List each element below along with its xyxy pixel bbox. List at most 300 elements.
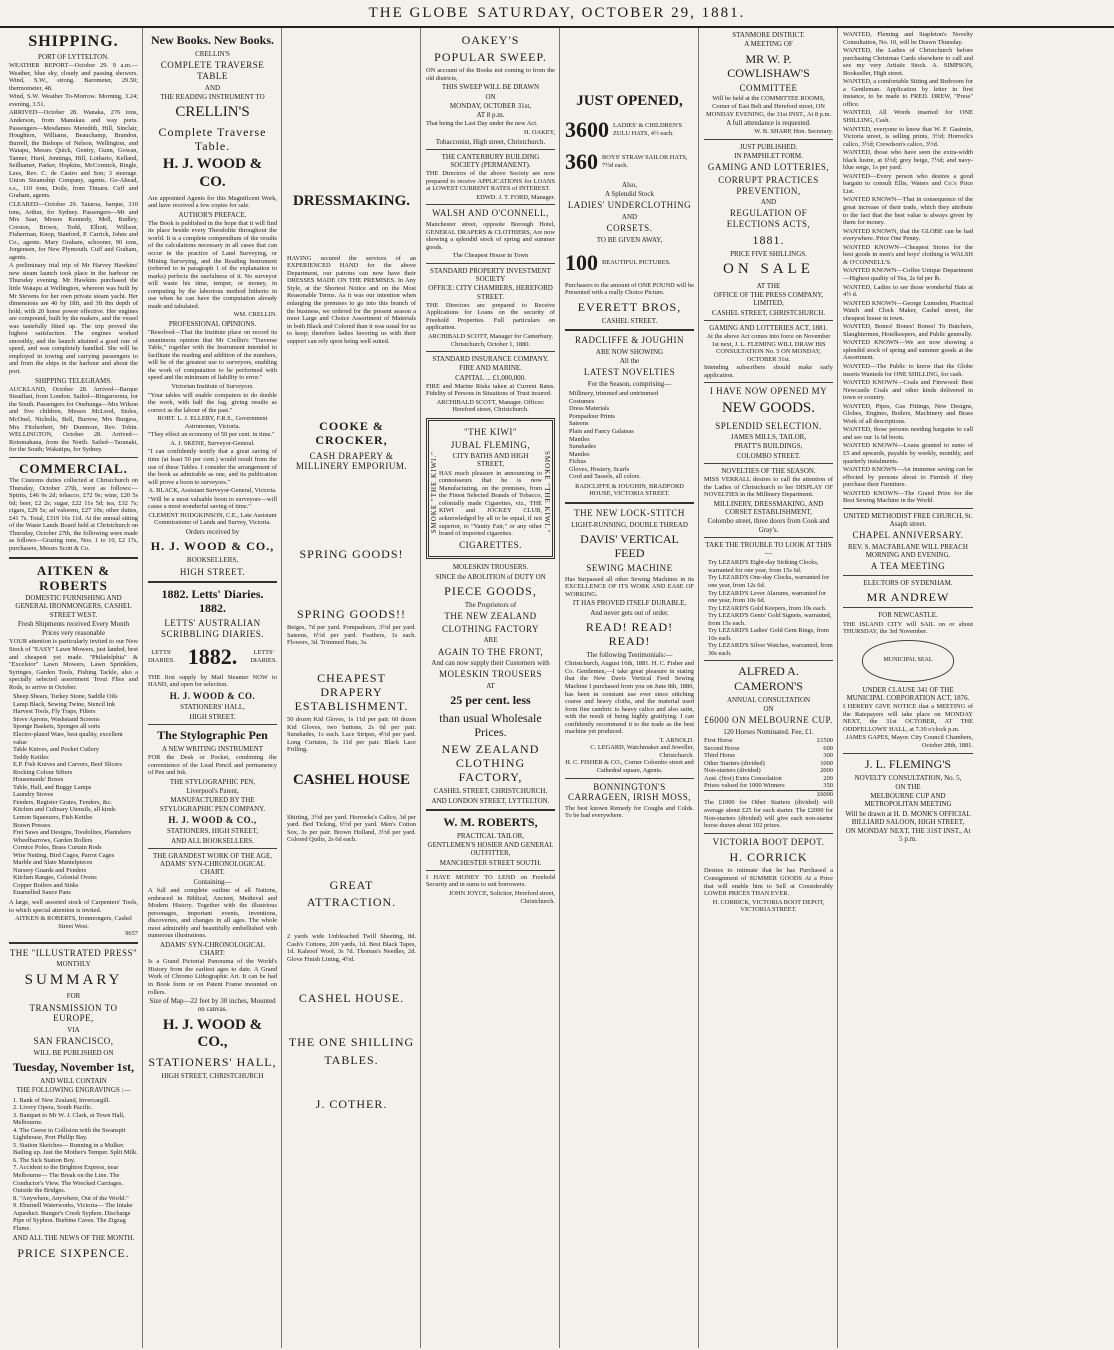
stanmore: STANMORE DISTRICT.	[732, 31, 805, 39]
weather-tomorrow: Wind, S.W. Weather To-Morrow. Morning, 3.24; evening, 3.51.	[9, 93, 138, 108]
held: Will be held at the COMMITTEE ROOMS, Corner of East Belt and Hereford street, ON MONDAY EVENING, the 31st INST., At 8 p.m.	[705, 95, 832, 118]
newspaper-page	[0, 28, 1114, 1348]
list-item: Sunshades	[569, 443, 596, 451]
canterbury-society: THE CANTERBURY BUILDING SOCIETY (PERMANENT).	[441, 152, 540, 169]
one-shilling: THE ONE SHILLING	[288, 1035, 415, 1050]
grandest: THE GRANDEST WORK OF THE AGE, ADAMS' SYN-CHRONOLOGICAL CHART.	[152, 851, 272, 877]
list-item: Millinery, trimmed and untrimmed	[569, 390, 659, 398]
list-item: Laundry Stoves	[13, 791, 54, 799]
corsets: CORSETS.	[606, 222, 653, 233]
list-item: 9. Eburnell Waterworks, Victoria— The Intake Aqueduct. Bunger's Creek Syphon. Discharge Pipe of Syphon. Burbine Caves. The Zigzag Flume.	[13, 1202, 133, 1232]
wanted-ad: WANTED KNOWN—That in consequence of the great increase of their trade, which they attribute to the fact that the best value is always given by them for money.	[843, 196, 973, 227]
size: Size of Map—22 feet by 30 inches, Mounted on canvas.	[149, 997, 276, 1014]
money-text: I HAVE MONEY TO LEND on Freehold Security and in sums to suit borrowers.	[426, 873, 555, 889]
list-item: Try LEZARD'S Lever Alarums, warranted for one year, from 10s 6d.	[708, 589, 827, 605]
wanted-ad: WANTED KNOWN—Loans granted to sums of £5 and upwards, payable by weekly, monthly, and quarterly instalments.	[843, 442, 973, 465]
clothing-factory: CLOTHING FACTORY	[442, 623, 539, 634]
all-the: All the	[619, 357, 640, 366]
opinion-5-sig: CLEMENT HODGKINSON, C.E., Late Assistant Commissioner of Lands and Survey, Victoria.	[148, 511, 277, 527]
list-item: Kitchen Ranges, Colonial Ovens	[13, 874, 97, 882]
h-oakey: H. OAKEY,	[524, 128, 555, 136]
colombo: COLOMBO STREET.	[736, 451, 801, 460]
list-item: Sponge Baskets, Sponges all sorts	[13, 723, 101, 731]
oakey: OAKEY'S	[461, 33, 520, 47]
annual: ANNUAL CONSULTATION	[726, 695, 811, 704]
at-2: AT	[486, 682, 495, 691]
horses: 120 Horses Nominated. Fee, £1.	[723, 727, 814, 736]
list-item: Table Knives, and Pocket Cutlery	[13, 746, 99, 754]
ladies-underclothing: LADIES' UNDERCLOTHING	[567, 200, 692, 211]
spring-prices: Beiges, 7d per yard. Pompadours, 3½d per yard. Sateens, 6½d per yard. Feathers, 1s each. Flowers, 3d. Trimmed Hats, 3s.	[287, 624, 416, 647]
millar: JAMES MILLS, TAILOR,	[730, 433, 807, 442]
booksellers: BOOKSELLERS,	[186, 556, 239, 565]
aitken-heading: AITKEN & ROBERTS	[36, 562, 111, 593]
davis: DAVIS' VERTICAL FEED	[580, 531, 679, 560]
corrick-sign: H. CORRICK, VICTORIA BOOT DEPOT, VICTORIA STREET.	[712, 898, 825, 914]
on-the: ON THE	[895, 782, 921, 791]
crellins: CRELLIN'S	[195, 50, 230, 59]
n1: 3600	[565, 116, 609, 142]
chart-desc: A full and complete outline of all Nations, embraced in Biblical, Ancient, Medieval and Modern History. Together with the illustrious personages, important events, inventions, discoveries, and changes in all ages. The whole most admirably and beautifully embellished with numerous illustrations.	[148, 886, 277, 940]
millinery: MILLINERY, DRESSMAKING, AND CORSET ESTABLISHMENT,	[713, 499, 824, 517]
list-item: Fichus	[569, 458, 587, 466]
adams-desc: Is a Grand Pictorial Panorama of the World's History from the earliest ages to date. A Grand Work of Chromo Lithographic Art. It can be had in Book form or on Patent Frame mounted on rollers.	[148, 958, 277, 996]
letts-aus: LETTS' AUSTRALIAN SCRIBBLING DIARIES.	[160, 618, 264, 640]
sweep-on: ON	[485, 92, 496, 101]
table-row: First Horse £1500	[704, 737, 833, 745]
letts-left: LETTS' DIARIES.	[148, 649, 175, 664]
canterbury-text: THE Directors of the above Society are now prepared to receive APPLICATIONS for LOANS at LOWEST CURRENT RATES of INTEREST.	[426, 170, 555, 193]
shirting-prices: Shirting, 3½d per yard. Horrocks's Calico, 3d per yard. Bed Ticking, 6½d per yard. Men's Cotton Sox, 3s per pair. Brown Holland, 3½d per yard. Colored Quilts, 2s 6d each.	[287, 813, 416, 844]
list-item: Cord and Tassels, all colors.	[569, 473, 641, 481]
cashel-house: CASHEL HOUSE	[292, 771, 411, 788]
n3: 100	[565, 249, 598, 275]
wanted-ad: WANTED, Ladies to see those wonderful Hats at 4½ d.	[843, 283, 973, 299]
hosier: GENTLEMEN'S HOSIER AND GENERAL OUTFITTER,	[427, 841, 554, 858]
spring-goods-2: SPRING GOODS!!	[296, 606, 406, 621]
cameron: ALFRED A. CAMERON'S	[734, 664, 803, 693]
nz-clothing-factory: NEW ZEALAND CLOTHING FACTORY,	[441, 741, 540, 785]
andrew: MR ANDREW	[866, 590, 950, 605]
corrick-text: Desires to intimate that he has Purchased a Consignment of SUMMER GOODS At a Price that will enable him to Sell at Considerably LOWER PRICES THAN EVER.	[704, 867, 833, 898]
order: And never gets out of order.	[590, 608, 669, 617]
list-item: Sheep Shears, Turkey Stone, Saddle Oils	[13, 693, 118, 701]
tables: TABLES.	[324, 1052, 379, 1067]
aitken-num: 9657	[125, 930, 138, 938]
press-office: OFFICE OF THE PRESS COMPANY, LIMITED,	[713, 291, 824, 308]
just-opened: JUST OPENED,	[576, 93, 683, 109]
price: PRICE FIVE SHILLINGS.	[730, 249, 807, 258]
spring-goods-1: SPRING GOODS!	[299, 546, 404, 561]
on-sale: ON SALE	[723, 261, 814, 278]
seal-text: MUNICIPAL SEAL	[883, 657, 933, 664]
latest-novelties: LATEST NOVELTIES	[583, 367, 676, 378]
stylo-liver: Liverpool's Patent,	[186, 787, 239, 796]
table-row: Third Horse 300	[704, 752, 833, 760]
press-news: AND ALL THE NEWS OF THE MONTH.	[12, 1234, 135, 1243]
n3-text: BEAUTIFUL PICTURES.	[602, 259, 671, 267]
cleared-report: CLEARED—October 29. Taiaroa, barque, 310 tons, Arthur, for Sydney. Passengers—Mr and Mrs Saar, Messrs Kennedy, Mell, Rudley, Creston, Brown, Todd, Elliott, Willson, Fisherman, Knop, Stanford, P. Carrick, Johns and Co., agents. Mary Graham, schooner, 90 tons, Jorgensen, for New Plymouth. Cuff and Graham, agents.	[9, 200, 138, 261]
list-item: Electro-plated Ware, best quality, excellent value	[13, 730, 123, 746]
jubal-fleming: JUBAL FLEMING,	[450, 439, 531, 450]
trouble-list	[708, 559, 833, 657]
commercial-heading: COMMERCIAL.	[19, 460, 128, 476]
list-item: Sateens	[569, 420, 589, 428]
wanted-ad: WANTED, those persons needing bargains to call and see our 1s 6d boots.	[843, 426, 973, 441]
port-heading: PORT OF LYTTELTON.	[38, 52, 109, 61]
opinion-2-sig: ROBT. L. J. ELLERY, F.R.S., Government Astronomer, Victoria.	[157, 415, 268, 430]
stylo-desc: FOR the Desk or Pocket, combining the convenience of the Lead Pencil and permanency of Pen and Ink.	[148, 754, 277, 777]
list-item: Wheelbarrows, Garden Rollers	[13, 836, 93, 844]
united-methodist: UNITED METHODIST FREE CHURCH, St. Asaph street.	[843, 511, 973, 529]
preface-heading: AUTHOR'S PREFACE.	[178, 210, 247, 219]
again-front: AGAIN TO THE FRONT,	[437, 646, 544, 657]
ford-sign: EDWD. J. T. FORD, Manager.	[476, 193, 555, 201]
opinion-3-sig: A. J. SKENE, Surveyor-General.	[170, 439, 255, 447]
containing: Containing—	[193, 877, 232, 886]
wood-5: H. J. WOOD & CO.,	[162, 1016, 263, 1051]
wanted-ad: WANTED KNOWN—Cheapest Stores for the best goods in men's and boys' clothing is WALSH & O'CONNELL'S.	[843, 243, 973, 266]
wanted-ad: WANTED KNOWN—The Grand Prize for the Best Sewing Machine in the World.	[843, 489, 973, 505]
walsh: WALSH AND O'CONNELL,	[432, 208, 549, 219]
arrived-report: ARRIVED—October 28. Wanaka, 276 tons, Anderson, from Manukau and way ports. Passengers—Mesdames Meredith, Hill, Sinclair, Houghton, Williams, Beauchamp, Brandon, Burrell, the Bishops of Nelson, Wellington, and Waiapu, Messrs Quick, Gentry, Gunn, Gowan, Tanner, Hurd, Jennings, Hill, Lothario, Kelland, Seilhamer, Parker, Hopkins, McCormick, Ringle, Lees, Rev. C. de Castro and Son; 3 steerage. Union Steamship Company, agents. Go-Ahead, s.s., 110 tons, Doile, from Timaru. Cuff and Graham, agents.	[9, 109, 138, 200]
practical-tailor: PRACTICAL TAILOR,	[456, 831, 525, 840]
prize-total: £6000	[704, 790, 833, 799]
column-3	[284, 28, 421, 1348]
and: AND	[760, 198, 777, 207]
island-city: THE ISLAND CITY will SAIL on or about THURSDAY, the 3rd November.	[843, 620, 973, 636]
capital: CAPITAL ... £1,000,000.	[455, 373, 526, 382]
standard-sign: ARCHIBALD SCOTT, Manager for Canterbury. Christchurch, October 1, 1880.	[427, 332, 554, 348]
n2-row	[565, 149, 694, 175]
and: AND	[621, 212, 638, 221]
list-item: Costumes	[569, 397, 595, 405]
list-item: Pompadour Prints	[569, 412, 615, 420]
press-via: VIA	[67, 1025, 80, 1034]
press-price: PRICE SIXPENCE.	[17, 1245, 130, 1260]
list-item: Enamelled Sauce Pans	[13, 889, 71, 897]
aitken-prices: Prices very reasonable	[42, 629, 105, 638]
opinion-2: "Your tables will enable computers to do double the work, with half the fag, giving results as correct as the labour of the past."	[148, 391, 277, 414]
regulation: REGULATION OF ELECTIONS ACTS,	[726, 208, 811, 230]
rev: REV. S. MACFARLANE WILL PREACH MORNING AND EVENING.	[848, 542, 968, 560]
press-trans: TRANSMISSION TO EUROPE,	[29, 1002, 118, 1024]
list-item: Plain and Fancy Galateas	[569, 427, 634, 435]
column-1	[6, 28, 143, 1348]
novelty-consult: NOVELTY CONSULTATION, No. 5,	[854, 773, 962, 782]
opinions-heading: PROFESSIONAL OPINIONS.	[168, 319, 257, 328]
cowlishaw: MR W. P. COWLISHAW'S	[727, 51, 810, 80]
just-published: JUST PUBLISHED.	[739, 142, 798, 151]
aitken-sub: DOMESTIC FURNISHING AND GENERAL IRONMONGERS, CASHEL STREET WEST.	[15, 594, 132, 619]
electors: ELECTORS OF SYDENHAM.	[863, 579, 953, 588]
are-showing: ARE NOW SHOWING	[595, 347, 664, 356]
stat-3: STATIONERS' HALL,	[148, 1054, 277, 1069]
list-item: Stove Aprons, Washstand Screens	[13, 715, 100, 723]
masthead	[0, 0, 1114, 28]
opinion-4-sig: A. BLACK, Assistant Surveyor-General, Victoria.	[148, 487, 277, 495]
list-item: Marble and Slate Mantelpieces	[13, 859, 93, 867]
launch-notice: A preliminary trial trip of Mr Harvey Hawkins' new steam launch took place in the harbour on Thursday evening. Mr Hawkins purchased the little Waiapu at Wellington, whereon was built by Mr Stevens for her own private steam yacht. Her dimensions are 40 by 18ft, and 3ft 8in depth of hold, with 20 horse power effective. Her engines are compound, built by the makers, and the vessel was tastefully fitted up. The trip proved the highest satisfaction. The engines worked smoothly, and the launch attained a good rate of speed, and was completely handled. She will be employed in towing and carrying passengers to and from the ships in the harbour and about the port.	[9, 262, 138, 375]
and: AND	[204, 83, 221, 92]
cash-drapery: CASH DRAPERY & MILLINERY EMPORIUM.	[295, 450, 408, 472]
intending: Intending subscribers should make early application.	[704, 364, 833, 379]
list-item: Fret Saws and Designs, Toodolites, Planishers	[13, 829, 131, 837]
opinion-1-sig: Victorian Institute of Surveyors.	[171, 383, 254, 391]
than-usual: than usual Wholesale Prices.	[439, 710, 542, 739]
list-item: Try LEZARD'S Ladies' Gold Gem Rings, from 10s each.	[708, 627, 829, 642]
lockstitch: THE NEW LOCK-STITCH	[574, 507, 685, 518]
trouble: TAKE THE TROUBLE TO LOOK AT THIS—	[705, 540, 832, 558]
roberts: W. M. ROBERTS,	[443, 814, 538, 829]
list-item: 5. Station Sketches— Running in a Mulker. Bailing up. Just the Mother's Temper. Split Milk.	[13, 1141, 138, 1157]
crellin-sign: WM. CRELLIN.	[233, 311, 277, 319]
wanted-ad: WANTED KNOWN—Coals and Firewood: Best Newcastle Coals and other kinds delivered in town or country.	[843, 379, 973, 402]
dressmaking-text: HAVING secured the services of an EXPERIENCED HAND for the above Department, our patrons can now have their DRESSES MADE ON THE PREMISES. In Any Style, at the Shortest Notice and on the Most Reasonable Terms. As it was our intention when enlarging the premises to go into this branch of the business, we ordered for the present season a most Large and Choice Assortment of Materials in both Black and Colored than it was usual for us to keep; therefore ladies favoring us with their support can rely upon being well suited.	[287, 254, 416, 345]
gaming: GAMING AND LOTTERIES,	[707, 162, 830, 173]
cooke-crocker: COOKE & CROCKER,	[315, 419, 388, 448]
lockstitch-sub: LIGHT-RUNNING, DOUBLE THREAD	[571, 520, 688, 529]
list-item: Try LEZARD'S Eight-day Striking Clocks, warranted for one year, from 15s 6d.	[708, 559, 819, 574]
letts-heading: 1882. Letts' Diaries. 1882.	[161, 587, 264, 616]
prize-table	[704, 737, 833, 798]
press-summary: SUMMARY	[24, 971, 123, 988]
orders: Orders received by	[185, 527, 240, 536]
standard-office: OFFICE: CITY CHAMBERS, HEREFORD STREET.	[428, 284, 553, 301]
crellins-2: CRELLIN'S	[175, 104, 250, 121]
opinion-3: "They effect an economy of 50 per cent. in time."	[148, 431, 275, 439]
everett: EVERETT BROS,	[577, 299, 682, 314]
aitken-items	[13, 693, 138, 897]
for-newcastle: FOR NEWCASTLE.	[878, 611, 938, 620]
high-street: HIGH STREET.	[179, 566, 246, 577]
kiwi-text: HAS much pleasure in announcing to connoisseurs that he is now Manufacturing, on the premises, from the Finest Selected Brands of Tobacco, colonially made Cigarettes, viz., THE KIWI and JOCKEY CLUB, acknowledged by all to be equal, if not superior, to "Vanity Fair," or any other brand of imported cigarettes.	[439, 469, 542, 538]
standard-text: THE Directors are prepared to Receive Applications for Loans on the security of Freehold Properties. Full particulars on application.	[426, 301, 555, 332]
n1-text: LADIES' & CHILDREN'S ZULU HATS, 4½ each.	[613, 122, 683, 137]
dressmaking-heading: DRESSMAKING.	[292, 193, 411, 209]
sweep-at: AT 8 p.m.	[476, 111, 505, 120]
list-item: 8. "Anywhere, Anywhere, Out of the World."	[13, 1194, 129, 1202]
proprietors: The Proprietors of	[464, 600, 517, 609]
verrall: MISS VERRALL desires to call the attention of the Ladies of Christchurch to her DISPLAY OF NOVELTIES in the Millinery Department.	[704, 476, 833, 499]
list-item: Copper Boilers and Sinks	[13, 881, 79, 889]
list-item: Try LEZARD'S Gents' Gold Signets, warranted, from 15s each.	[708, 612, 832, 627]
letts-right: LETTS' DIARIES.	[250, 649, 277, 664]
joyce-sign: JOHN JOYCE, Solicitor, Hereford street, Christchurch.	[448, 890, 555, 905]
column-2	[145, 28, 282, 1348]
press-contain: AND WILL CONTAIN	[40, 1077, 107, 1086]
cother: J. COTHER.	[315, 1096, 388, 1111]
manchester: MANCHESTER STREET SOUTH.	[439, 858, 542, 867]
pamphlet: IN PAMPHLET FORM.	[734, 152, 803, 161]
n2-text: BOYS' STRAW SAILOR HATS, 7½d each.	[602, 154, 688, 169]
aitken-trust: A large, well assorted stock of Carpenters' Tools, to which special attention is invited.	[9, 899, 138, 914]
list-item: Harvest Tools, Fly Traps, Filters	[13, 708, 96, 716]
list-item: E.P. Fish Knives and Carvers, Beef Slicers	[13, 761, 122, 769]
corrupt: CORRUPT PRACTICES PREVENTION,	[718, 174, 819, 196]
appointed-text: Are appointed Agents for this Magnificent Work, and have received a few copies for sale.	[148, 194, 277, 210]
since-abolition: SINCE the ABOLITION of DUTY ON	[435, 572, 546, 581]
list-item: 7. Accident to the Brighton Express, near Melbourne— The Break on the Line. The Conductor's View. The Wrecked Carriages. Outside the Bridges.	[13, 1164, 124, 1195]
committee: COMMITTEE	[739, 82, 798, 93]
letts-supply: THE first supply by Mail Steamer NOW to HAND, and open for selection.	[148, 673, 277, 689]
table-row: Aust. (first) Extra Consolation 200	[704, 774, 833, 782]
list-item: Mantles	[569, 450, 590, 458]
walsh-cheap: The Cheapest House in Town	[452, 252, 529, 260]
on: ON	[763, 705, 774, 713]
are: ARE	[483, 636, 498, 645]
column-4	[423, 28, 560, 1348]
table-row: Other Starters (divided) 1000	[704, 759, 833, 767]
all-books: AND ALL BOOKSELLERS.	[171, 836, 254, 845]
novelties: NOVELTIES OF THE SEASON.	[721, 466, 816, 475]
stylo-manu: MANUFACTURED BY THE STYLOGRAPHIC PEN COMPANY.	[159, 796, 266, 813]
list-item: Try LEZARD'S One-day Clocks, warranted for one year, from 12s 6d.	[708, 574, 830, 589]
list-item: Teddy Kettles	[13, 753, 49, 761]
traverse-table: Complete Traverse Table.	[158, 124, 267, 153]
nz: THE NEW ZEALAND	[444, 611, 537, 622]
gloves-prices: 50 dozen Kid Gloves, 1s 11d per pair. 60 dozen Kid Gloves, two buttons, 2s 6d per pair. Sunshades, 1s each. Lace Stripes, 4½d per yard. Long Curtains, 3s 11d per pair. Black Lace Frilling.	[287, 716, 416, 754]
opinion-5: "Will be a most valuable boon to surveyors—will cause a most wonderful saving of time."	[148, 495, 277, 511]
fire-marine: FIRE AND MARINE.	[459, 364, 522, 373]
victoria-boot: VICTORIA BOOT DEPOT.	[712, 836, 825, 847]
kiwi-title: "THE KIWI"	[463, 427, 518, 437]
bonnington: BONNINGTON'S CARRAGEEN, IRISH MOSS,	[567, 781, 692, 803]
table-row: Non-starters (divided) 2000	[704, 767, 833, 775]
wanted-ad: WANTED, those who have seen the extra-width black lustre, at 6½d; grey beige, 7½d; and navy-blue serge, 1s per yard.	[843, 149, 973, 172]
commercial-text: The Customs duties collected at Christchurch on Thursday, October 27th, were as follows:—Spirits, £46 9s 2d; tobacco, £72 9s; wine, £20 5s 6d; beer, £2 2s; sugar, £22 11s 5d; tea, £32 7s; cigars, £29 5s; ad valorem, £27 10s; other duties, £41 7s. Total, £319 16s 11d. At the annual sitting of the Waste Lands Board held at Christchurch on Thursday, October 27th, the following were made as follows—Grazing runs, Nos. 1 to 10, £2 17s, purchasers, Messrs Scott & Co.	[9, 477, 138, 552]
wood-heading: H. J. WOOD & CO.	[162, 156, 263, 190]
list-item: 2. Livery Opera, South Pacific.	[13, 1104, 93, 1112]
monday-next: ON MONDAY NEXT, THE 31ST INST., At 5 p.m.	[845, 827, 971, 844]
press-list	[13, 1097, 138, 1233]
list-item: Lemon Squeezers, Fish Kettles	[13, 814, 93, 821]
wanted-ad: WANTED—Every person who desires a good bargain to consult Ellis, Waters and Co.'s Price List.	[843, 172, 973, 195]
list-item: Wire Netting, Bird Cages, Parrot Cages	[13, 851, 115, 859]
pratt: PRATT'S BUILDINGS,	[734, 442, 803, 451]
kiwi-vertical-left: SMOKE "THE KIWI."	[430, 451, 438, 534]
given-away: TO BE GIVEN AWAY,	[596, 235, 663, 244]
also: Also,	[622, 180, 637, 189]
list-item: Dress Materials	[569, 405, 610, 413]
adams: ADAMS' SYN-CHRONOLOGICAL CHART:	[160, 940, 265, 958]
jl-fleming: J. L. FLEMING'S	[864, 756, 952, 771]
read-read: READ! READ! READ!	[585, 619, 674, 648]
wanted-ad: WANTED, the Ladies of Christchurch before purchasing Christmas Cards elsewhere to call and see my very Artistic Stock. A. SIMPSON, Bookseller, High street.	[843, 47, 973, 77]
press-for: FOR	[66, 992, 81, 1001]
kiwi-ad	[426, 418, 555, 559]
wanted-ad: WANTED KNOWN—Coffee Unique Department—Highest quality of Tea, 2s 6d per lb.	[843, 267, 973, 282]
telegrams-heading: SHIPPING TELEGRAMS.	[35, 376, 112, 385]
colombo-2: Colombo street, three doors from Cook and Gray's.	[707, 517, 830, 534]
bradford-house: RADCLIFFE & JOUGHIN, BRADFORD HOUSE, VICTORIA STREET.	[575, 482, 684, 498]
wanted-ad: WANTED, Pipes, Gas Fittings, New Designs, Globes, Engines, Boilers, Machinery and Brass Work of all descriptions.	[843, 402, 973, 425]
moleskin-heading: MOLESKIN TROUSERS.	[452, 563, 529, 572]
n3-row	[565, 250, 694, 276]
seal-icon	[862, 640, 954, 682]
preface-text: The Book is published in the hope that it will find its place beside every Theodolite throughout the world. It is a complete compendium of the results of the calculations necessary in all cases that can occur in the practice of Land Surveying, or Mining Surveying, and the Reading Instrument (referred to in paragraph 1 of the explanation to marks) perfects the usefulness of it. No surveyor will waste his time, temper, or money, in computing by the laborious method hitherto in use when he can have the computation already made and tabulated.	[148, 219, 277, 310]
weather-report: WEATHER REPORT—October 29. 9 a.m.—Weather, blue sky, cloudy and passing showers. Wind, S.W., strong. Barometer, 29.50; thermometer, 48.	[9, 62, 138, 92]
walsh-sub: Manchester street, opposite Borough Hotel, GENERAL DRAPERS & CLOTHIERS, Are now showing a splendid stock of spring and summer goods.	[426, 221, 555, 251]
list-item: Try LEZARD'S Silver Watches, warranted, from 30s each.	[708, 642, 833, 657]
column-7	[840, 28, 977, 1348]
superseded: Has Surpassed all other Sewing Machines in its EXCELLENCE OF ITS WORK AND EASE OF WORKING.	[565, 575, 694, 598]
letts-row	[148, 644, 277, 670]
list-item: Table, Hall, and Buggy Lamps	[13, 783, 92, 791]
wanted-ad: WANTED KNOWN—An immense saving can be effected by persons about to Furnish if they purchase their Furniture.	[843, 466, 973, 489]
wanted-ad: WANTED, a comfortable Sitting and Bedroom for a Gentleman. Application by letter in first instance, to be made to FRED. DREW, "Press" office.	[843, 78, 973, 108]
popular-sweep: POPULAR SWEEP.	[434, 50, 547, 65]
opinion-4: "I can confidently testify that a great saving of time (at least 50 per cent.) would result from the use of these Tables. I consider the arrangement of the book as admirable as one, and its publication will prove a boon to surveyors."	[148, 448, 277, 486]
testimonials: The following Testimonials:—	[586, 651, 673, 660]
wanted-ad: WANTED, All Words inserted for ONE SHILLING, Cash.	[843, 109, 973, 125]
list-item: 4. The Geese in Collision with the Swanspit Lighthouse, Port Phillip Bay.	[13, 1126, 126, 1142]
books-heading: New Books. New Books.	[150, 33, 274, 47]
stat-2: STATIONERS, HIGH STREET,	[166, 827, 259, 836]
press-engr: THE FOLLOWING ENGRAVINGS :—	[16, 1086, 131, 1095]
opinion-1: "Resolved—That the Institute place on record its unanimous opinion that Mr Crellin's "Traverse Table," together with the Instrument intended to facilitate the reading and addition of the numbers, will be of the greatest use to surveyors, enabling the work of computation to be performed with speed and the minimum of liability to error."	[148, 329, 277, 382]
gaming-2: GAMING AND LOTTERIES ACT, 1881.	[709, 323, 828, 332]
wanted-ad: WANTED—The Public to know that the Globe inserts Wanteds for ONE SHILLING, for cash.	[843, 362, 973, 378]
fire-text: FIRE and Marine Risks taken at Current Rates. Fidelity of Persons in Situations of Trust insured.	[426, 382, 555, 398]
city-baths: CITY BATHS AND HIGH STREET,	[452, 452, 529, 469]
bonnington-text: The best known Remedy for Coughs and Colds. To be had everywhere.	[565, 804, 694, 820]
hereby: I HEREBY GIVE NOTICE that a MEETING of the Ratepayers will take place on MONDAY NEXT, the 31st OCTOBER, AT THE ODDFELLOWS' HALL, at 7.30 o'clock p.m.	[843, 703, 973, 733]
purchasers: Purchasers to the amount of ONE POUND will be Presented with a really Choice Picture.	[565, 281, 694, 297]
list-item: Housemaids' Boxes	[13, 776, 64, 784]
radcliffe: RADCLIFFE & JOUGHIN	[574, 335, 684, 346]
n1-row	[565, 117, 694, 143]
cashel-st: CASHEL STREET.	[601, 317, 658, 326]
chapel-anniversary: CHAPEL ANNIVERSARY.	[852, 530, 964, 541]
tobacconist: Tobacconist, High street, Christchurch.	[435, 137, 546, 146]
complete-table: COMPLETE TRAVERSE TABLE	[160, 60, 265, 82]
sweep-drawn: THIS SWEEP WILL BE DRAWN	[441, 83, 540, 92]
scott-sign: ARCHIBALD SCOTT, Manager. Offices: Hereford street, Christchurch.	[436, 398, 545, 414]
testimonial: Christchurch, August 16th, 1881. H. C. Fisher and Co. Gentlemen,—I take great pleasure in stating that the New Davis Vertical Feed Sewing Machine I purchased from you on June 8th, 1880, has been in constant use ever since stitching coarse and heavy cloths, and the material used from fine cambric to heavy calico and also satin, with the result of being highly gratifying. I can confidently recommend it to the trade as the best machine yet produced.	[565, 660, 694, 736]
sig-1: T. ARNOLD.	[659, 736, 694, 744]
letts-year: 1882.	[187, 643, 238, 669]
gapes: JAMES GAPES, Mayor. City Council Chambers, October 28th, 1881.	[845, 734, 973, 750]
at-the: AT THE	[756, 281, 781, 290]
list-item: Cornice Poles, Brass Curtain Rods	[13, 844, 102, 852]
press-heading: THE "ILLUSTRATED PRESS"	[9, 947, 138, 958]
cheapest-drapery: CHEAPEST DRAPERY ESTABLISHMENT.	[294, 670, 409, 714]
aitken-intro: YOUR attention is particularly invited to our New Stock of "EASY" Lawn Mowers, just landed, best and cheapest yet made. "Philadelphia" & "Excelsior" Lawn Mowers, Lawn Sprinklers, Syringes, Garden Tools, Fishing Tackle, also a specially selected assortment Trout Flies and Rods, to arrive in October.	[9, 638, 138, 691]
sig-2: C. LEGARD, Watchmaker and Jeweller, Christchurch.	[590, 744, 694, 759]
aitken-sign: AITKEN & ROBERTS, Ironmongers, Cashel Street West.	[15, 915, 132, 930]
cashel-house-2: CASHEL HOUSE.	[298, 991, 405, 1006]
list-item: Nursery Guards and Fenders	[13, 866, 87, 874]
list-item: Rocking Colour Sifters	[13, 768, 73, 776]
pct-less: 25 per cent. less	[450, 693, 531, 708]
press-monthly: MONTHLY	[56, 960, 91, 969]
list-item: 1. Bank of New Zealand, Invercargill.	[13, 1096, 111, 1104]
opened: I HAVE NOW OPENED MY	[709, 386, 828, 397]
christchurch: HIGH STREET, CHRISTCHURCH	[161, 1072, 264, 1081]
wanted-ad: WANTED KNOWN—We are now showing a splendid stock of spring and summer goods at the Assortment.	[843, 339, 973, 362]
cigarettes: CIGARETTES.	[459, 539, 522, 550]
stylo-pen: THE STYLOGRAPHIC PEN,	[169, 777, 256, 786]
season-comprising: For the Season, comprising—	[587, 379, 672, 388]
kiwi-vertical-right: SMOKE "THE KIWI."	[543, 451, 551, 534]
wanted-ad: WANTED, Bones! Bones! Bones! To Butchers, Slaughtermen, Hotelkeepers, and Public generally.	[843, 323, 973, 338]
standard-society: STANDARD PROPERTY INVESTMENT SOCIETY	[430, 266, 551, 284]
fisher: H. C. FISHER & CO., Corner Colombo street and Cathedral square, Agents.	[565, 759, 694, 775]
reading-instrument: THE READING INSTRUMENT TO	[160, 92, 265, 101]
year: 1881.	[752, 232, 785, 247]
stylo-heading: The Stylographic Pen	[157, 727, 268, 742]
